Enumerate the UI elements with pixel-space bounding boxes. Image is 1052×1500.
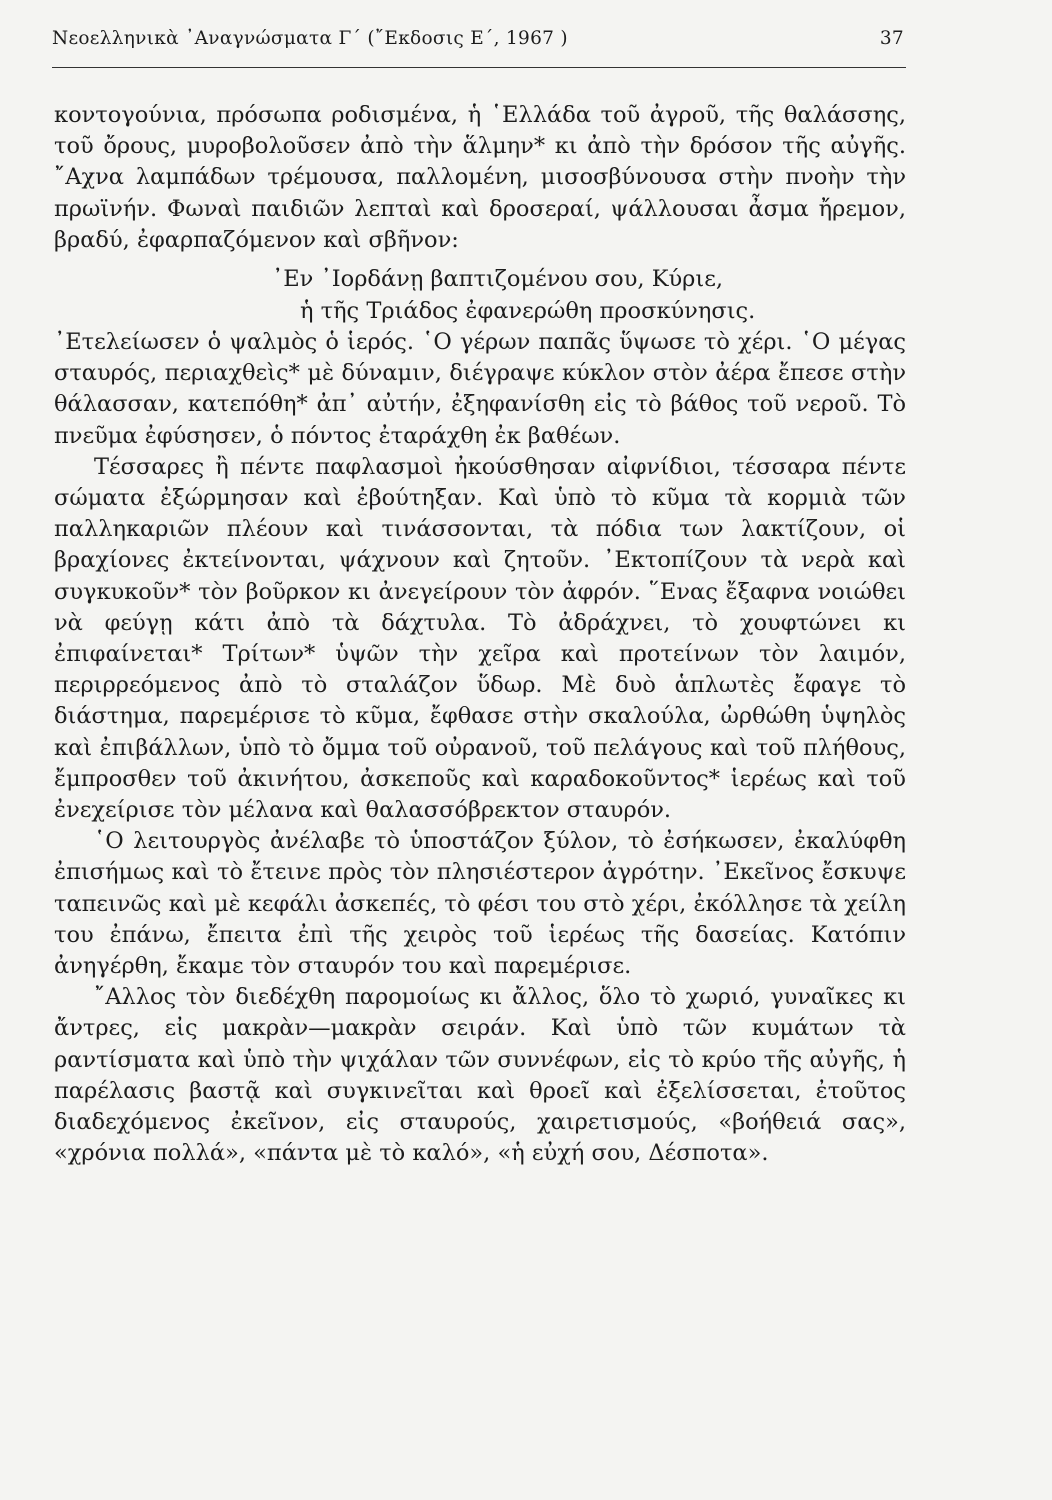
paragraph-3: Τέσσαρες ἢ πέντε παφλασμοὶ ἠκούσθησαν αἰφνίδιοι, τέσσαρα πέντε σώματα ἐξώρμησαν καὶ ἐβούτηξαν. Καὶ ὑπὸ τὸ κῦμα τὰ κορμιὰ τῶν παλληκαριῶν πλέουν καὶ τινάσσονται, τὰ πόδια των λακτίζουν, οἱ βραχίονες ἐκτείνονται, ψάχνουν καὶ ζητοῦν. ᾿Εκτοπίζουν τὰ νερὰ καὶ συγκυκοῦν* τὸν βοῦρκον κι ἀνεγείρουν τὸν ἀφρόν. ῞Ενας ἔξαφνα νοιώθει νὰ φεύγῃ κάτι ἀπὸ τὰ δάχτυλα. Τὸ ἀδράχνει, τὸ χουφτώνει κι ἐπιφαίνεται* Τρίτων* ὑψῶν τὴν χεῖρα καὶ προτείνων τὸν λαιμόν, περιρρεόμενος ἀπὸ τὸ σταλάζον ὕδωρ. Μὲ δυὸ ἁπλωτὲς ἔφαγε τὸ διάστημα, παρεμέρισε τὸ κῦμα, ἔφθασε στὴν σκαλούλα, ὠρθώθη ὑψηλὸς καὶ ἐπιβάλλων, ὑπὸ τὸ ὄμμα τοῦ οὐρανοῦ, τοῦ πελάγους καὶ τοῦ πλήθους, ἔμπροσθεν τοῦ ἀκινήτου, ἀσκεποῦς καὶ καραδοκοῦντος* ἱερέως καὶ τοῦ ἐνεχείρισε τὸν μέλανα καὶ θαλασσόβρεκτον σταυρόν.: [54, 453, 906, 824]
header-rule: [52, 67, 906, 68]
verse-line-1: ᾿Εν ᾿Ιορδάνῃ βαπτιζομένου σου, Κύριε,: [272, 266, 724, 293]
paragraph-2: ᾿Ετελείωσεν ὁ ψαλμὸς ὁ ἱερός. ῾Ο γέρων παπᾶς ὕψωσε τὸ χέρι. ῾Ο μέγας σταυρός, περιαχθεὶς* μὲ δύναμιν, διέγραψε κύκλον στὸν ἀέρα ἔπεσε στὴν θάλασσαν, κατεπόθη* ἀπ᾿ αὐτήν, ἐξηφανίσθη εἰς τὸ βάθος τοῦ νεροῦ. Τὸ πνεῦμα ἐφύσησεν, ὁ πόντος ἐταράχθη ἐκ βαθέων.: [54, 329, 906, 449]
page-body: [54, 100, 906, 1170]
page-number: 37: [879, 28, 904, 49]
paragraph-5: ῎Αλλος τὸν διεδέχθη παρομοίως κι ἄλλος, ὅλο τὸ χωριό, γυναῖκες κι ἄντρες, εἰς μακρὰν—μακρὰν σειράν. Καὶ ὑπὸ τῶν κυμάτων τὰ ραντίσματα καὶ ὑπὸ τὴν ψιχάλαν τῶν συννέφων, εἰς τὸ κρύο τῆς αὐγῆς, ἡ παρέλασις βαστᾷ καὶ συγκινεῖται καὶ θροεῖ καὶ ἐξελίσσεται, ἐτοῦτος διαδεχόμενος ἐκεῖνον, εἰς σταυρούς, χαιρετισμούς, «βοήθειά σας», «χρόνια πολλά», «πάντα μὲ τὸ καλό», «ἡ εὐχή σου, Δέσποτα».: [54, 984, 906, 1167]
paragraph-1: κοντογούνια, πρόσωπα ροδισμένα, ἡ ῾Ελλάδα τοῦ ἀγροῦ, τῆς θαλάσσης, τοῦ ὄρους, μυροβολοῦσεν ἀπὸ τὴν ἅλμην* κι ἀπὸ τὴν δρόσον τῆς αὐγῆς. ῎Αχνα λαμπάδων τρέμουσα, παλλομένη, μισοσβύνουσα στὴν πνοὴν τὴν πρωϊνήν. Φωναὶ παιδιῶν λεπταὶ καὶ δροσεραί, ψάλλουσαι ἆσμα ἤρεμον, βραδύ, ἐφαρπαζόμενον καὶ σβῆνον:: [54, 102, 906, 253]
header-title: Νεοελληνικὰ ᾿Αναγνώσματα Γ΄ (῎Εκδοσις Ε΄, 1967 ): [52, 28, 568, 49]
running-header: [52, 28, 904, 49]
hymn-verse: [272, 264, 906, 327]
verse-line-2: ἡ τῆς Τριάδος ἐφανερώθη προσκύνησις.: [300, 297, 756, 324]
paragraph-4: ῾Ο λειτουργὸς ἀνέλαβε τὸ ὑποστάζον ξύλον, τὸ ἐσήκωσεν, ἐκαλύφθη ἐπισήμως καὶ τὸ ἔτεινε πρὸς τὸν πλησιέστερον ἀγρότην. ᾿Εκεῖνος ἔσκυψε ταπεινῶς καὶ μὲ κεφάλι ἀσκεπές, τὸ φέσι του στὸ χέρι, ἐκόλλησε τὰ χείλη του ἐπάνω, ἔπειτα ἐπὶ τῆς χειρὸς τοῦ ἱερέως τῆς δασείας. Κατόπιν ἀνηγέρθη, ἔκαμε τὸν σταυρόν του καὶ παρεμέρισε.: [54, 828, 906, 980]
